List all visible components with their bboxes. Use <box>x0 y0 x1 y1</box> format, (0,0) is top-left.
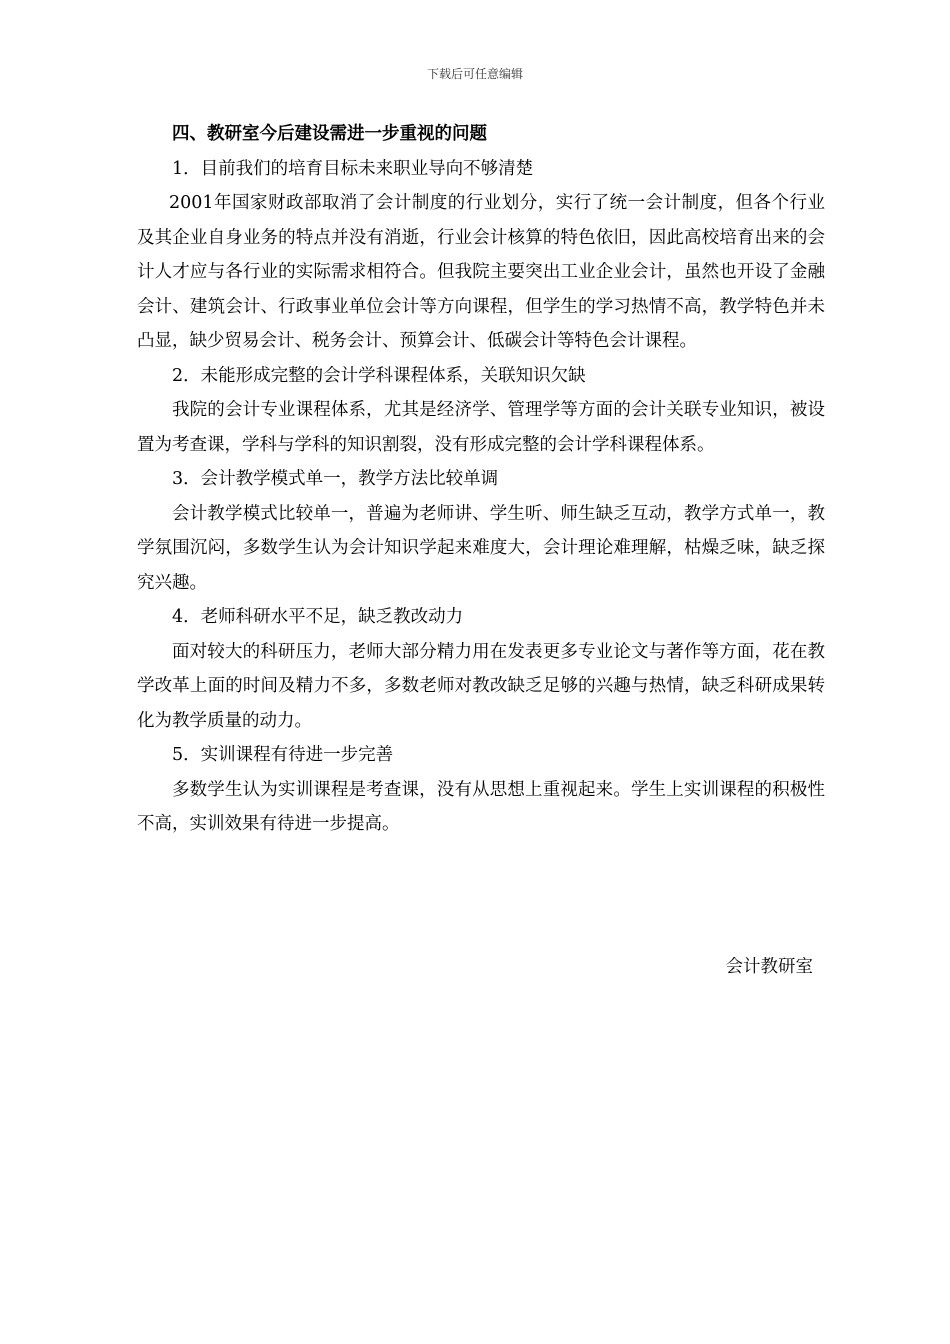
item-paragraph-4: 面对较大的科研压力，老师大部分精力用在发表更多专业论文与著作等方面，花在教学改革上面的时间及精力不多，多数老师对教改缺乏足够的兴趣与热情，缺乏科研成果转化为教学质量的动力。 <box>137 641 825 731</box>
item-paragraph-3: 会计教学模式比较单一，普遍为老师讲、学生听、师生缺乏互动，教学方式单一，教学氛围沉闷，多数学生认为会计知识学起来难度大，会计理论难理解，枯燥乏味，缺乏探究兴趣。 <box>137 503 825 593</box>
item-heading-3: 3．会计教学模式单一，教学方法比较单调 <box>172 469 499 489</box>
header-note: 下载后可任意编辑 <box>426 67 523 81</box>
item-paragraph-2: 我院的会计专业课程体系，尤其是经济学、管理学等方面的会计关联专业知识，被设置为考查课，学科与学科的知识割裂，没有形成完整的会计学科课程体系。 <box>137 400 825 455</box>
item-paragraph-5: 多数学生认为实训课程是考查课，没有从思想上重视起来。学生上实训课程的积极性不高，实训效果有待进一步提高。 <box>137 779 825 834</box>
item-heading-4: 4．老师科研水平不足，缺乏教改动力 <box>172 607 464 627</box>
signature: 会计教研室 <box>725 957 813 977</box>
section-title: 四、教研室今后建设需进一步重视的问题 <box>172 124 487 144</box>
item-heading-5: 5．实训课程有待进一步完善 <box>172 745 394 765</box>
item-heading-2: 2．未能形成完整的会计学科课程体系，关联知识欠缺 <box>172 365 586 386</box>
item-paragraph-1: 2001年国家财政部取消了会计制度的行业划分，实行了统一会计制度，但各个行业及其企业自身业务的特点并没有消逝，行业会计核算的特色依旧，因此高校培育出来的会计人才应与各行业的实际需求相符合。但我院主要突出工业企业会计，虽然也开设了金融会计、建筑会计、行政事业单位会计等方向课程，但学生的学习热情不高，教学特色并未凸显，缺少贸易会计、税务会计、预算会计、低碳会计等特色会计课程。 <box>137 193 825 351</box>
document-body <box>137 117 825 842</box>
item-heading-1: 1．目前我们的培育目标未来职业导向不够清楚 <box>172 158 534 179</box>
